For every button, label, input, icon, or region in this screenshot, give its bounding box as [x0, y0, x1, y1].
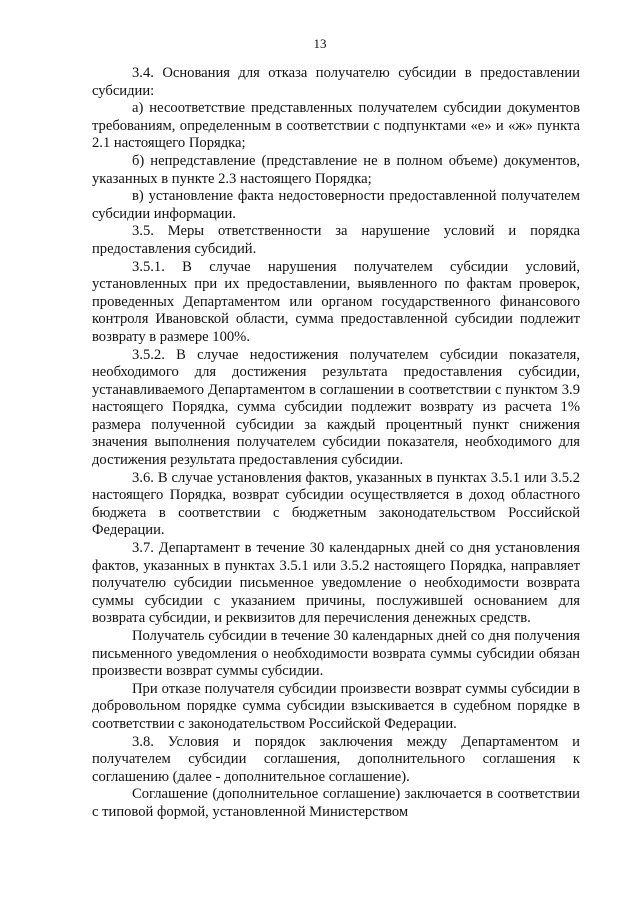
paragraph-3-7-recipient: Получатель субсидии в течение 30 календарных дней со дня получения письменного уведомления о необходимости возврата суммы субсидии обязан произвести возврат суммы субсидии. [92, 628, 580, 680]
page-number: 13 [313, 36, 327, 51]
paragraph-3-4-c: в) установление факта недостоверности предоставленной получателем субсидии информации. [92, 188, 580, 222]
paragraph-3-4-b: б) непредставление (представление не в полном объеме) документов, указанных в пункте 2.3 настоящего Порядка; [92, 152, 580, 187]
paragraph-3-4-a: а) несоответствие представленных получателем субсидии документов требованиям, определенным в соответствии с подпунктами «е» и «ж» пункта 2.1 настоящего Порядка; [92, 100, 580, 152]
paragraph-3-5-1: 3.5.1. В случае нарушения получателем субсидии условий, установленных при их предоставлении, выявленного по фактам проверок, проведенных Департаментом или органом государственного финансового контроля Ивановской области, сумма предоставленной субсидии подлежит возврату в размере 100%. [92, 258, 580, 345]
paragraph-3-8: 3.8. Условия и порядок заключения между Департаментом и получателем субсидии соглашения, дополнительного соглашения к соглашению (далее - дополнительное соглашение). [92, 733, 580, 785]
paragraph-3-5: 3.5. Меры ответственности за нарушение условий и порядка предоставления субсидий. [92, 223, 580, 257]
paragraph-3-8-agreement: Соглашение (дополнительное соглашение) заключается в соответствии с типовой формой, установленной Министерством [92, 786, 580, 820]
paragraph-3-4: 3.4. Основания для отказа получателю субсидии в предоставлении субсидии: [92, 65, 580, 99]
paragraph-3-6: 3.6. В случае установления фактов, указанных в пунктах 3.5.1 или 3.5.2 настоящего Порядка, возврат субсидии осуществляется в доход областного бюджета в соответствии с бюджетным законодательством Российской Федерации. [92, 469, 580, 539]
paragraph-3-7: 3.7. Департамент в течение 30 календарных дней со дня установления фактов, указанных в пунктах 3.5.1 или 3.5.2 настоящего Порядка, направляет получателю субсидии письменное уведомление о необходимости возврата суммы субсидии с указанием причины, послужившей основанием для возврата субсидии, и реквизитов для перечисления денежных средств. [92, 540, 580, 627]
paragraph-3-7-refusal: При отказе получателя субсидии произвести возврат суммы субсидии в добровольном порядке сумма субсидии взыскивается в судебном порядке в соответствии с законодательством Российской Федерации. [92, 680, 580, 732]
paragraph-3-5-2: 3.5.2. В случае недостижения получателем субсидии показателя, необходимого для достижения результата предоставления субсидии, устанавливаемого Департаментом в соглашении в соответствии с пунктом 3.9 настоящего Порядка, сумма субсидии подлежит возврату из расчета 1% размера полученной субсидии за каждый процентный пункт снижения значения выполнения получателем субсидии показателя, необходимого для достижения результата предоставления субсидии. [92, 346, 580, 469]
document-body [92, 65, 580, 822]
